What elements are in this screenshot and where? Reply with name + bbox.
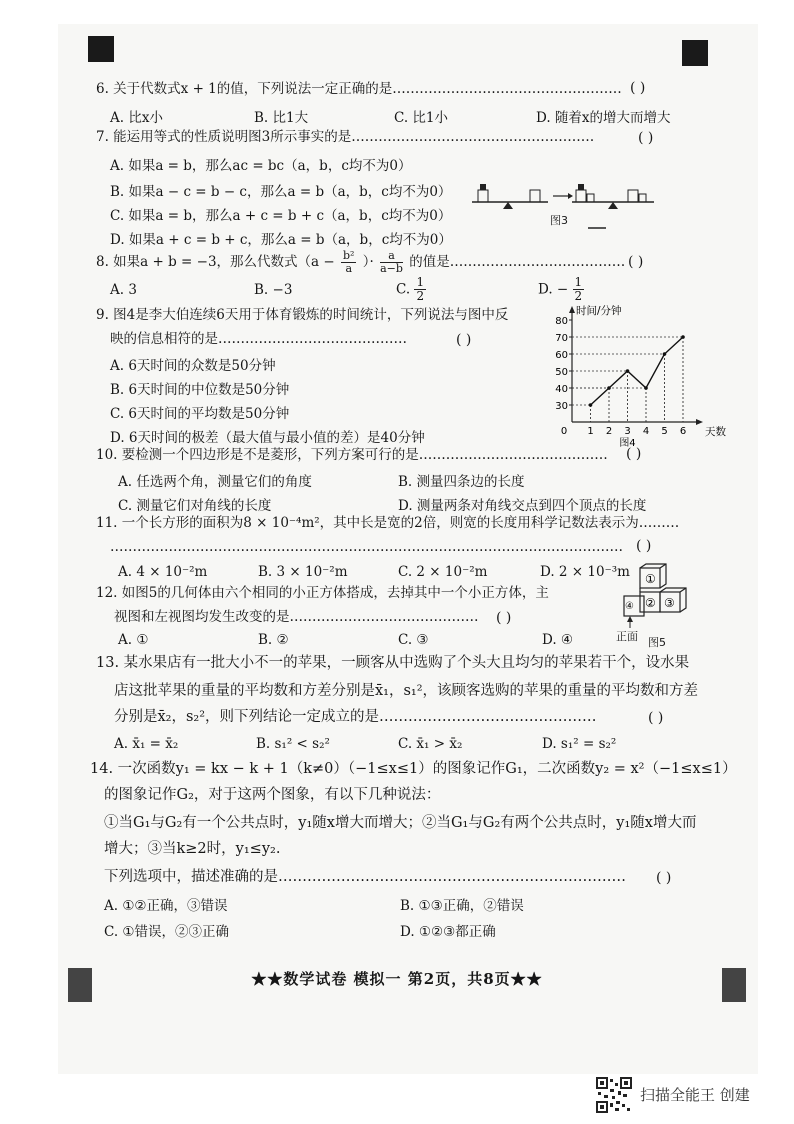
q10-option-b[interactable]: B. 测量四条边的长度	[398, 474, 525, 490]
q14-option-d[interactable]: D. ①②③都正确	[400, 924, 496, 940]
cube-label-2: ②	[645, 596, 656, 610]
q13-option-b[interactable]: B. s₁² < s₂²	[256, 736, 330, 752]
y-tick-label: 60	[555, 350, 568, 361]
q6-option-c[interactable]: C. 比1小	[394, 110, 449, 126]
q13-stem-line3: 分别是x̄₂，s₂²，则下列结论一定成立的是………………………………………	[114, 709, 597, 725]
q9-option-a[interactable]: A. 6天时间的众数是50分钟	[110, 358, 276, 374]
q10-option-c[interactable]: C. 测量它们对角线的长度	[118, 498, 272, 514]
q7-option-b[interactable]: B. 如果a − c = b − c，那么a = b（a，b，c均不为0）	[110, 184, 452, 200]
q12-stem-line1: 12. 如图5的几何体由六个相同的小正方体搭成，去掉其中一个小正方体，主	[96, 585, 549, 601]
q12-option-b[interactable]: B. ②	[258, 632, 289, 648]
q10-option-a[interactable]: A. 任选两个角，测量它们的角度	[118, 474, 312, 490]
q8-option-d-den: 2	[574, 289, 583, 303]
q13-option-d[interactable]: D. s₁² = s₂²	[542, 736, 617, 752]
y-tick-label: 30	[555, 401, 568, 412]
q14-stem-line4: 增大；③当k≥2时，y₁≤y₂.	[104, 841, 281, 857]
data-point	[589, 403, 593, 407]
data-point	[644, 386, 648, 390]
q9-stem-line2: 映的信息相符的是……………………………………	[110, 331, 407, 347]
q14-option-c[interactable]: C. ①错误，②③正确	[104, 924, 230, 940]
q13-option-a[interactable]: A. x̄₁ = x̄₂	[114, 736, 179, 752]
q12-stem-line2: 视图和左视图均发生改变的是……………………………………	[114, 609, 479, 625]
q8-stem-pre: 8. 如果a + b = −3，那么代数式（a −	[96, 254, 335, 270]
x-tick-label: 2	[605, 426, 613, 437]
qr-code-icon	[596, 1077, 632, 1113]
y-tick-label: 40	[555, 384, 568, 395]
y-axis-arrow	[569, 306, 575, 313]
q6-answer-paren[interactable]: ( )	[630, 80, 646, 96]
q6-option-a[interactable]: A. 比x小	[110, 110, 163, 126]
figure-3-balance-scales	[468, 178, 658, 238]
q8-option-d[interactable]	[538, 276, 584, 303]
q11-option-c[interactable]: C. 2 × 10⁻²m	[398, 564, 488, 580]
y-tick-label: 70	[555, 333, 568, 344]
data-point	[663, 352, 667, 356]
q10-stem: 10. 要检测一个四边形是不是菱形，下列方案可行的是……………………………………	[96, 447, 608, 463]
q8-option-c[interactable]	[396, 276, 426, 303]
q8-stem	[96, 250, 625, 275]
data-point	[681, 335, 685, 339]
q6-option-b[interactable]: B. 比1大	[254, 110, 309, 126]
q7-option-d[interactable]: D. 如果a + c = b + c，那么a = b（a，b，c均不为0）	[110, 232, 452, 248]
x-tick-label: 4	[642, 426, 650, 437]
x-tick-label: 5	[661, 426, 668, 437]
q14-stem-line1: 14. 一次函数y₁ = kx − k + 1（k≠0）（−1≤x≤1）的图象记作G₁，二次函数y₂ = x²（−1≤x≤1）	[90, 761, 737, 777]
q11-answer-paren[interactable]: ( )	[636, 538, 652, 554]
page-footer: ★★数学试卷 模拟一 第2页，共8页★★	[251, 970, 543, 988]
cube-label-3: ③	[664, 596, 675, 610]
q7-option-c[interactable]: C. 如果a = b，那么a + c = b + c（a，b，c均不为0）	[110, 208, 452, 224]
q8-option-c-fraction	[414, 276, 426, 303]
q11-stem-line2: ……………………………………………………………………………………………………	[110, 539, 623, 555]
q8-fraction-a-over-a-minus-b	[380, 250, 403, 275]
q8-frac1-den: a	[345, 262, 352, 275]
q9-option-b[interactable]: B. 6天时间的中位数是50分钟	[110, 382, 290, 398]
figure-4-label: 图4	[619, 438, 636, 449]
cube-label-1: ①	[645, 572, 656, 586]
y-tick-label: 50	[555, 367, 568, 378]
y-axis-label: 时间/分钟	[576, 305, 622, 317]
y-tick-label: 80	[555, 316, 568, 327]
q10-option-d[interactable]: D. 测量两条对角线交点到四个顶点的长度	[398, 498, 647, 514]
x-tick-label: 1	[587, 426, 594, 437]
q6-option-d[interactable]: D. 随着x的增大而增大	[536, 110, 671, 126]
q11-option-a[interactable]: A. 4 × 10⁻²m	[118, 564, 208, 580]
figure-5-label: 图5	[648, 636, 666, 649]
corner-mark-top-right	[682, 40, 708, 66]
data-point	[607, 386, 611, 390]
data-point	[626, 369, 630, 373]
q12-answer-paren[interactable]: ( )	[496, 610, 512, 626]
q9-answer-paren[interactable]: ( )	[456, 332, 472, 348]
q11-option-b[interactable]: B. 3 × 10⁻²m	[258, 564, 348, 580]
figure-5-front-label: 正面	[616, 630, 638, 643]
figure-3-label: 图3	[550, 214, 568, 227]
q8-option-b[interactable]: B. −3	[254, 282, 293, 298]
q14-answer-paren[interactable]: ( )	[656, 870, 672, 886]
q12-option-d[interactable]: D. ④	[542, 632, 574, 648]
q7-option-a[interactable]: A. 如果a = b，那么ac = bc（a，b，c均不为0）	[110, 158, 412, 174]
q14-stem-line3: ①当G₁与G₂有一个公共点时，y₁随x增大而增大；②当G₁与G₂有两个公共点时，y₁随x增大而	[104, 815, 697, 831]
q14-stem-line2: 的图象记作G₂，对于这两个图象，有以下几种说法：	[104, 787, 441, 803]
q8-frac1-num: b²	[343, 249, 355, 262]
x-tick-label: 6	[679, 426, 687, 437]
x-tick-label: 0	[560, 426, 568, 437]
q8-option-c-num: 1	[416, 275, 425, 289]
q11-option-d[interactable]: D. 2 × 10⁻³m	[540, 564, 630, 580]
q7-stem: 7. 能运用等式的性质说明图3所示事实的是………………………………………………	[96, 129, 595, 145]
q8-stem-post: 的值是…………………………………	[409, 254, 626, 270]
q8-option-d-num: 1	[574, 275, 583, 289]
q13-option-c[interactable]: C. x̄₁ > x̄₂	[398, 736, 463, 752]
q8-fraction-b2-over-a	[341, 250, 356, 275]
q8-option-d-letter: D. −	[538, 281, 569, 298]
q13-stem-line2: 店这批苹果的重量的平均数和方差分别是x̄₁，s₁²，该顾客选购的苹果的重量的平均数和方差	[114, 683, 699, 699]
figure-4-line-chart	[540, 300, 726, 449]
x-tick-label: 3	[624, 426, 631, 437]
q10-answer-paren[interactable]: ( )	[626, 446, 642, 462]
q12-option-c[interactable]: C. ③	[398, 632, 429, 648]
cube-label-4: ④	[625, 601, 634, 612]
scanner-watermark: 扫描全能王 创建	[640, 1086, 750, 1104]
q8-frac2-num: a	[380, 250, 403, 263]
q9-option-c[interactable]: C. 6天时间的平均数是50分钟	[110, 406, 290, 422]
q8-option-c-den: 2	[416, 289, 425, 303]
x-axis-arrow	[696, 419, 703, 425]
q14-option-a[interactable]: A. ①②正确，③错误	[104, 898, 228, 914]
q11-stem-line1: 11. 一个长方形的面积为8 × 10⁻⁴m²，其中长是宽的2倍，则宽的长度用科学记数法表示为………	[96, 515, 680, 531]
q13-stem-line1: 13. 某水果店有一批大小不一的苹果，一顾客从中选购了个头大且均匀的苹果若干个，设水果	[96, 655, 690, 671]
q7-answer-paren[interactable]: ( )	[638, 130, 654, 146]
q8-option-c-letter: C.	[396, 281, 411, 298]
q12-option-a[interactable]: A. ①	[118, 632, 149, 648]
q9-option-d[interactable]: D. 6天时间的极差（最大值与最小值的差）是40分钟	[110, 430, 425, 446]
q14-option-b[interactable]: B. ①③正确，②错误	[400, 898, 524, 914]
corner-mark-top-left	[88, 36, 114, 62]
q8-stem-mid: ）·	[362, 254, 374, 270]
q13-answer-paren[interactable]: ( )	[648, 710, 664, 726]
q8-option-a[interactable]: A. 3	[110, 282, 137, 298]
q14-stem-line5: 下列选项中，描述准确的是………………………………………………………………	[104, 869, 626, 885]
q9-stem-line1: 9. 图4是李大伯连续6天用于体育锻炼的时间统计，下列说法与图中反	[96, 307, 509, 323]
q6-stem: 6. 关于代数式x + 1的值，下列说法一定正确的是……………………………………………	[96, 81, 622, 97]
q8-frac2-den: a−b	[380, 262, 403, 275]
x-axis-label: 天数	[705, 426, 726, 438]
q8-answer-paren[interactable]: ( )	[628, 254, 644, 270]
q8-option-d-fraction	[573, 276, 585, 303]
